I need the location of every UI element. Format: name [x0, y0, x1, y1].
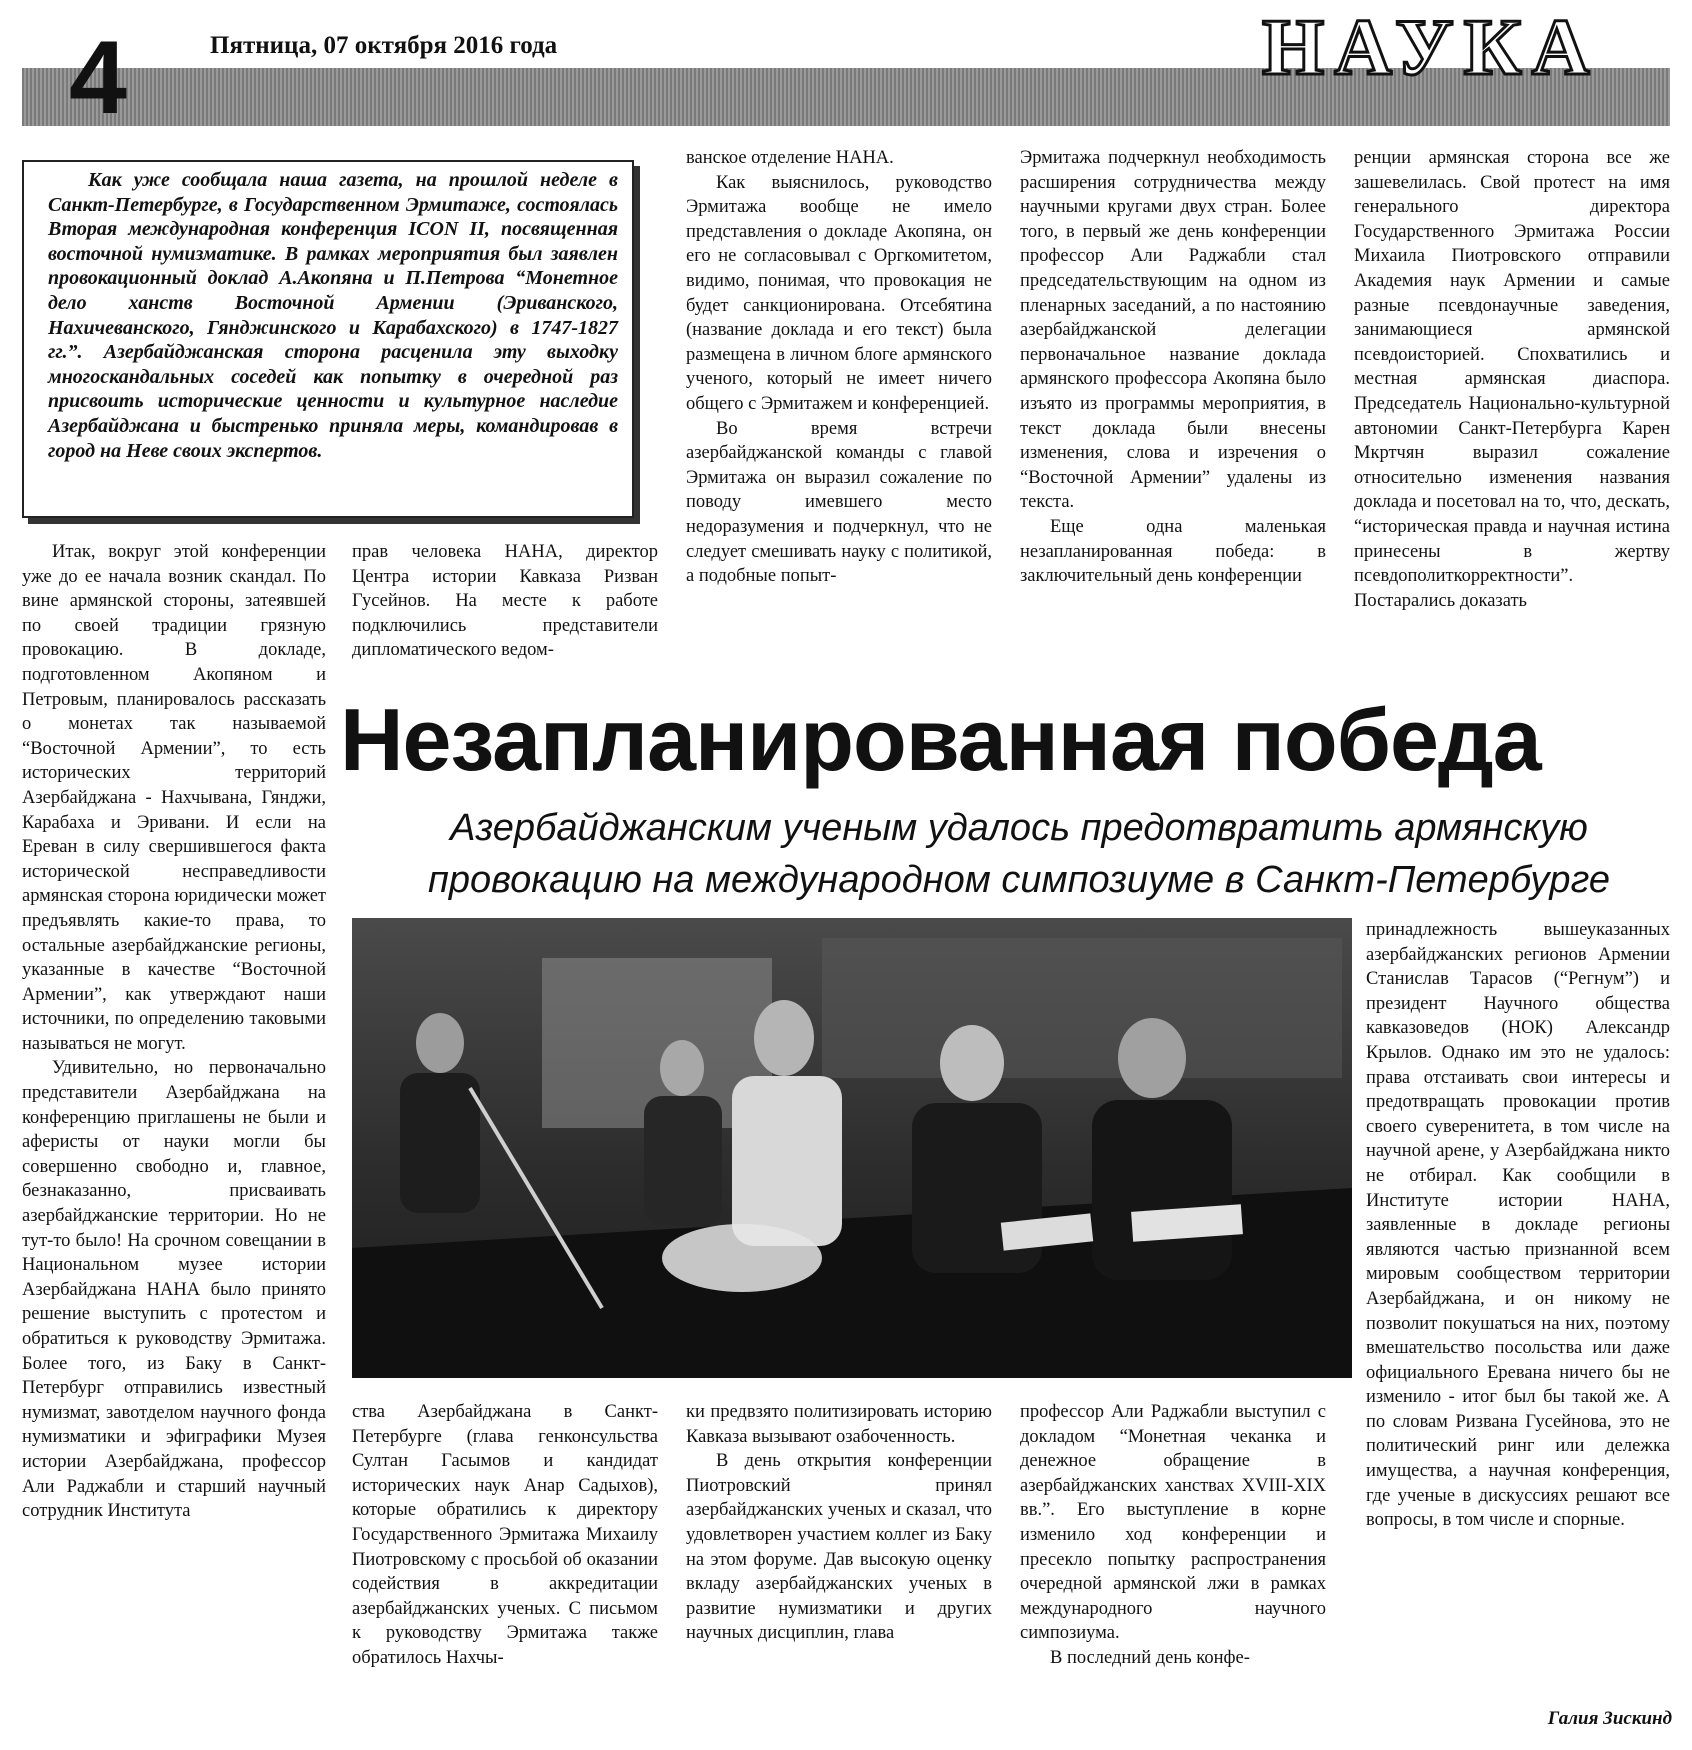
column-3-top-paragraph-2: Как выяснилось, руководство Эрмитажа вообще не имело представления о докладе Акопяна, он его не согласовывал с Оргкомитетом, видимо, понимая, что провокация не будет санкционирована. Отсебятина (название доклада и его текст) была размещена в личном блоге армянского ученого, который не имеет ничего общего с Эрмитажем и конференцией.: [686, 172, 992, 414]
column-3-top-paragraph-1: ванское отделение НАНА.: [686, 148, 894, 168]
column-2-bottom: [352, 1400, 658, 1700]
column-2-top-paragraph-1: прав человека НАНА, директор Центра истории Кавказа Ризван Гусейнов. На месте к работе подключились представители дипломатического ведом-: [352, 542, 658, 661]
column-1-paragraph-1: Итак, вокруг этой конференции уже до ее начала возник скандал. По вине армянской стороны, затеявшей по своей традиции грязную провокацию. В докладе, подготовленном Акопяном и Петровым, планировалось рассказать о монетах так называемой “Восточной Армении”, то есть исторических территорий Азербайджана - Нахчывана, Гянджи, Карабаха и Эривани. И если на Ереван в силу свершившегося факта исторической несправедливости армянская сторона юридически может предъявлять какие-то права, то остальные азербайджанские регионы, указанные в качестве “Восточной Армении”, как утверждают наши источники, по определению таковыми называться не могут.: [22, 542, 326, 1054]
column-3-bottom: [686, 1400, 992, 1700]
conference-photo-illustration: [352, 918, 1352, 1378]
column-2-bottom-paragraph-1: ства Азербайджана в Санкт-Петербурге (глава генконсульства Султан Гасымов и кандидат исторических наук Анар Садыхов), которые обратились к директору Государственного Эрмитажа Михаилу Пиотровскому с просьбой об оказании содействия в аккредитации азербайджанских ученых. С письмом к руководству Эрмитажа также обратилось Нахчы-: [352, 1402, 658, 1668]
column-5-bottom-paragraph-1: принадлежность вышеуказанных азербайджанских регионов Армении Станислав Тарасов (“Регнум”) и президент Научного общества кавказоведов (НОК) Александр Крылов. Однако им это не удалось: права отстаивать свои интересы и предотвращать провокации против своего суверенитета, в том числе на научной арене, у Азербайджана никто не отбирал. Как сообщили в Институте истории НАНА, заявленные в докладе регионы являются частью признанной всем мировым сообществом территории Азербайджана, и он никому не позволит покушаться на них, поэтому вмешательство посольства или даже официального Еревана ничего бы не изменило - итог был бы такой же. А по словам Ризвана Гусейнова, это не политический ринг или дележка имущества, а научная конференция, где ученые в дискуссиях решают все вопросы, в том числе и спорные.: [1366, 920, 1670, 1531]
column-3-bottom-paragraph-2: В день открытия конференции Пиотровский принял азербайджанских ученых и сказал, что удовлетворен участием коллег из Баку на этом форуме. Дав высокую оценку вкладу азербайджанских ученых в развитие нумизматики и других научных дисциплин, глава: [686, 1451, 992, 1644]
column-3-top: [686, 146, 992, 666]
column-2-top: [352, 540, 658, 680]
column-5-top: [1354, 146, 1670, 666]
lead-text: Как уже сообщала наша газета, на прошлой неделе в Санкт-Петербурге, в Государственном Эрмитаже, состоялась Вторая международная конференция ICON II, посвященная восточной нумизматике. В рамках мероприятия был заявлен провокационный доклад А.Акопяна и П.Петрова “Монетное дело ханств Восточной Армении (Эриванского, Нахичеванского, Гянджинского и Карабахского) в 1747-1827 гг.”. Азербайджанская сторона расценила эту выходку многоскандальных соседей как попытку в очередной раз присвоить исторические ценности и культурное наследие Азербайджана и быстренько приняла меры, командировав в город на Неве своих экспертов.: [48, 169, 618, 462]
column-5-top-paragraph-1: ренции армянская сторона все же зашевелилась. Свой протест на имя генерального директора Государственного Эрмитажа России Михаила Пиотровского отправили Академия наук Армении и самые разные псевдонаучные заведения, занимающиеся армянской псевдоисторией. Спохватились и местная армянская диаспора. Председатель Национально-культурной автономии Санкт-Петербурга Карен Мкртчян выразил сожаление относительно изменения названия доклада и посетовал на то, что, дескать, “историческая правда и научная истина принесены в жертву псевдополиткорректности”. Постарались доказать: [1354, 148, 1670, 611]
column-1-paragraph-2: Удивительно, но первоначально представители Азербайджана на конференцию приглашены не были и аферисты от науки могли бы совершенно свободно и, главное, безнаказанно, присваивать азербайджанские территории. Но не тут-то было! На срочном совещании в Национальном музее истории Азербайджана НАНА было принято решение выступить с протестом и обратиться к руководству Эрмитажа. Более того, из Баку в Санкт-Петербург отправились известный нумизмат, завотделом научного фонда нумизматики и эфиграфики Музея истории Азербайджана, профессор Али Раджабли и старший научный сотрудник Института: [22, 1058, 326, 1522]
author-signature: Галия Зискинд: [1547, 1708, 1672, 1729]
section-rubric: НАУКА: [1262, 4, 1600, 92]
conference-photo: [352, 918, 1352, 1378]
column-4-top: [1020, 146, 1326, 666]
headline: Незапланированная победа: [340, 690, 1541, 789]
issue-date: Пятница, 07 октября 2016 года: [210, 32, 558, 59]
subheadline: Азербайджанским ученым удалось предотвратить армянскую провокацию на международном симпозиуме в Санкт-Петербурге: [427, 807, 1611, 901]
page-number: 4: [69, 20, 127, 136]
column-3-top-paragraph-3: Во время встречи азербайджанской команды с главой Эрмитажа он выразил сожаление по поводу имевшего место недоразумения и подчеркнул, что не следует смешивать науку с политикой, а подобные попыт-: [686, 418, 992, 587]
column-4-top-paragraph-1: Эрмитажа подчеркнул необходимость расширения сотрудничества между научными кругами двух стран. Более того, в первый же день конференции профессор Али Раджабли стал председательствующим на одном из пленарных заседаний, а по настоянию азербайджанской делегации первоначальное название доклада армянского профессора Акопяна было изъято из программы мероприятия, в текст доклада были внесены изменения, слова и изречения о “Восточной Армении” удалены из текста.: [1020, 148, 1326, 513]
lead-box: [22, 160, 634, 518]
column-1: [22, 540, 326, 1700]
column-4-bottom-paragraph-1: профессор Али Раджабли выступил с докладом “Монетная чеканка и денежное обращение в азербайджанских ханствах XVIII-XIX вв.”. Его выступление в корне изменило ход конференции и пресекло попытку распространения очередной армянской лжи в рамках международного научного симпозиума.: [1020, 1402, 1326, 1644]
column-5-bottom: [1366, 918, 1670, 1698]
column-3-bottom-paragraph-1: ки предвзято политизировать историю Кавказа вызывают озабоченность.: [686, 1402, 992, 1447]
column-4-top-paragraph-2: Еще одна маленькая незапланированная победа: в заключительный день конференции: [1020, 516, 1326, 587]
column-4-bottom: [1020, 1400, 1326, 1700]
column-4-bottom-paragraph-2: В последний день конфе-: [1050, 1647, 1250, 1668]
